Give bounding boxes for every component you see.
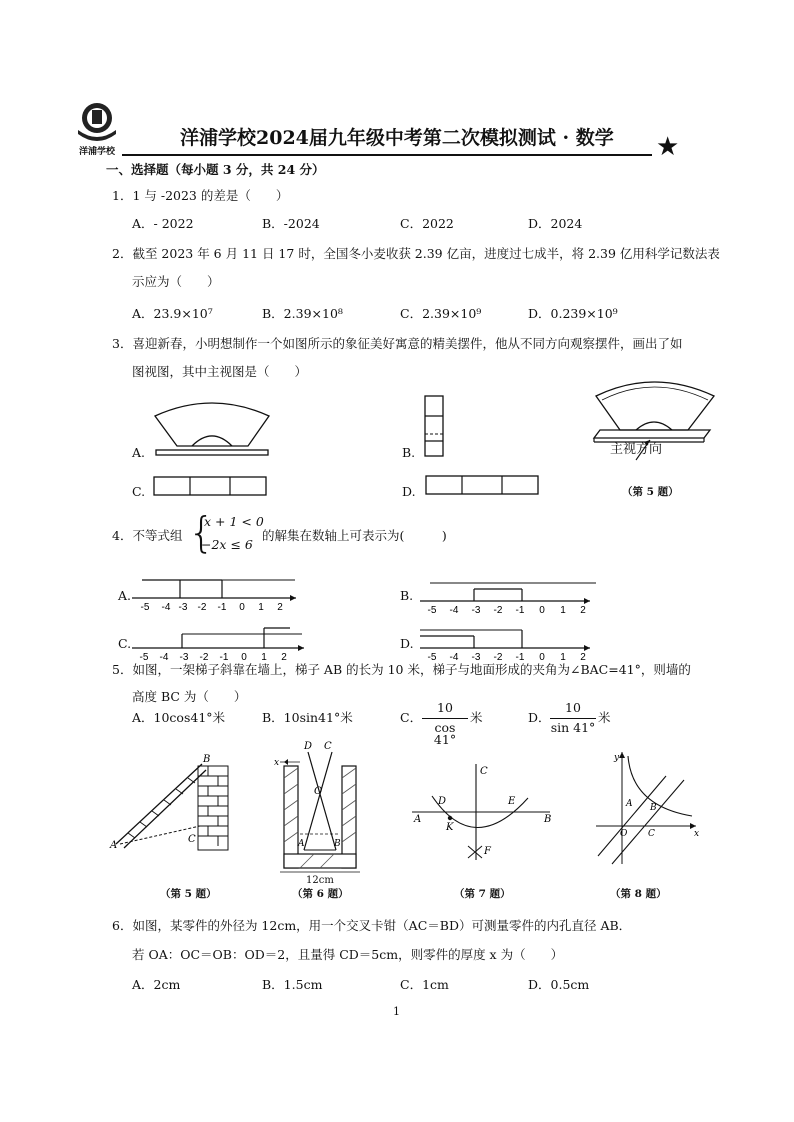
figure-5-caption: （第 5 题） [160,888,217,900]
tick-label: -4 [449,605,459,616]
logo-text: 洋浦学校 [78,147,115,157]
point-d-label: D [304,741,313,752]
figure-7-construction [410,758,560,868]
q5-option-d-fraction [550,702,596,734]
tick-label: 0 [241,652,247,663]
point-e-label: E [508,796,516,807]
tick-label: -5 [427,605,437,616]
tick-label: -2 [493,652,503,663]
tick-label: -5 [139,652,149,663]
q3-option-a-figure [150,396,275,462]
question-4-stem-suffix: 的解集在数轴上可表示为( ) [262,528,447,543]
question-3-stem-line1: 3．喜迎新春，小明想制作一个如图所示的象征美好寓意的精美摆件，他从不同方向观察摆件，画出了如 [112,336,683,351]
tick-label: 0 [539,605,545,616]
tick-label: -4 [449,652,459,663]
q5-option-c-unit: 米 [470,710,483,725]
point-c-label: C [648,829,655,839]
tick-label: 2 [580,605,586,616]
q4-option-d-number-line [418,622,598,666]
view-direction-label: 主视方向 [610,442,663,457]
tick-label: -5 [140,602,150,613]
q5-option-d-label: D． [528,710,551,725]
tick-label: 2 [277,602,283,613]
point-c-label: C [324,741,332,752]
tick-label: 0 [239,602,245,613]
tick-label: -3 [179,652,189,663]
point-a-label: A [414,814,422,825]
q2-option-b: B．2.39×10⁸ [262,306,343,321]
tick-label: 1 [258,602,264,613]
q6-option-b: B．1.5cm [262,977,323,992]
figure-6-caption: （第 6 题） [292,888,349,900]
fraction-denominator: cos 41° [433,719,457,747]
tick-label: -3 [178,602,188,613]
fraction-denominator: sin 41° [550,719,596,735]
point-b-label: B [650,803,657,813]
school-logo [72,100,122,158]
figure-6-width-label: 12cm [306,875,334,886]
figure-8-graph [592,748,702,870]
thickness-x-label: x [274,758,280,768]
q6-option-a: A．2cm [132,977,181,992]
q4-option-b-number-line [418,575,598,619]
tick-label: -4 [161,602,171,613]
q3-option-d-figure [424,474,540,496]
y-axis-label: y [614,753,620,763]
tick-label: -5 [427,652,437,663]
q5-option-c-label: C． [400,710,423,725]
tick-label: 2 [281,652,287,663]
point-a-label: A [626,799,633,809]
star-icon: ★ [656,132,680,162]
point-c-label: C [188,834,196,845]
q5-option-d-unit: 米 [598,710,611,725]
q3-figure-caption: （第 5 题） [622,486,679,498]
question-3-stem-line2: 图视图，其中主视图是（ ） [132,364,308,379]
q2-option-d: D．0.239×10⁹ [528,306,618,321]
q1-option-b: B．-2024 [262,216,320,231]
figure-6-calipers [270,738,370,878]
tick-label: -1 [219,652,229,663]
point-b-label: B [203,754,211,765]
point-f-label: F [484,846,491,857]
q1-option-c: C．2022 [400,216,454,231]
tick-label: 1 [560,605,566,616]
tick-label: 1 [261,652,267,663]
tick-label: 1 [560,652,566,663]
question-6-stem-line2: 若 OA：OC＝OB：OD＝2，且量得 CD＝5cm，则零件的厚度 x 为（ ） [132,947,564,962]
origin-o-label: O [620,829,628,839]
q1-option-a: A．- 2022 [132,216,194,231]
figure-7-caption: （第 7 题） [454,888,511,900]
q5-option-b: B．10sin41°米 [262,710,353,725]
q3-option-c-figure [152,475,268,497]
question-4-stem-prefix: 4．不等式组 [112,528,183,543]
question-2-stem-line1: 2．截至 2023 年 6 月 11 日 17 时，全国冬小麦收获 2.39 亿亩，进度过七成半，将 2.39 亿用科学记数法表 [112,246,720,261]
tick-label: 0 [539,652,545,663]
header-rule [122,154,652,156]
point-a-label: A [110,840,118,851]
q3-label-c: C. [132,484,146,499]
q2-option-c: C．2.39×10⁹ [400,306,482,321]
point-a-label: A [298,839,305,849]
q3-option-b-figure [422,394,448,460]
page-number: 1 [393,1005,400,1018]
point-d-label: D [438,796,447,807]
question-5-stem-line2: 高度 BC 为（ ） [132,689,247,704]
fraction-numerator: 10 [437,700,453,715]
question-5-stem-line1: 5．如图，一架梯子斜靠在墙上，梯子 AB 的长为 10 米，梯子与地面形成的夹角为∠BAC=41°，则墙的 [112,662,691,677]
point-b-label: B [334,839,341,849]
inequality-2: −2x ≤ 6 [201,537,253,552]
question-2-stem-line2: 示应为（ ） [132,274,220,289]
figure-5-ladder [108,752,238,856]
point-c-label: C [480,766,488,777]
tick-label: -3 [471,605,481,616]
point-k-label: K [446,822,454,833]
tick-label: -3 [471,652,481,663]
x-axis-label: x [694,829,700,839]
q6-option-c: C．1cm [400,977,449,992]
fraction-numerator: 10 [565,700,581,715]
q3-label-a: A. [132,445,146,460]
q4-label-d: D. [400,636,414,651]
tick-label: -1 [217,602,227,613]
section-heading: 一、选择题（每小题 3 分，共 24 分） [106,162,325,177]
tick-label: 2 [580,652,586,663]
tick-label: -1 [515,605,525,616]
q5-option-c-fraction [422,702,468,747]
figure-8-caption: （第 8 题） [610,888,667,900]
q5-option-a: A．10cos41°米 [132,710,226,725]
q4-label-b: B. [400,588,414,603]
inequality-system-brace: { [188,508,215,557]
tick-label: -2 [197,602,207,613]
tick-label: -2 [493,605,503,616]
point-o-label: O [314,786,323,797]
q2-option-a: A．23.9×10⁷ [132,306,213,321]
q4-option-a-number-line [130,572,300,616]
tick-label: -1 [515,652,525,663]
q4-option-c-number-line [130,622,310,666]
q3-label-b: B. [402,445,416,460]
inequality-1: x + 1 < 0 [204,514,264,529]
question-1-stem: 1．1 与 -2023 的差是（ ） [112,188,289,203]
q3-label-d: D. [402,484,416,499]
point-b-label: B [544,814,552,825]
page-title: 洋浦学校2024届九年级中考第二次模拟测试 · 数学 [180,127,614,149]
q1-option-d: D．2024 [528,216,583,231]
tick-label: -2 [199,652,209,663]
tick-label: -4 [159,652,169,663]
q4-label-c: C. [118,636,132,651]
question-6-stem-line1: 6．如图，某零件的外径为 12cm，用一个交叉卡钳（AC＝BD）可测量零件的内孔直径 AB． [112,918,632,933]
q6-option-d: D．0.5cm [528,977,590,992]
q4-label-a: A. [118,588,132,603]
